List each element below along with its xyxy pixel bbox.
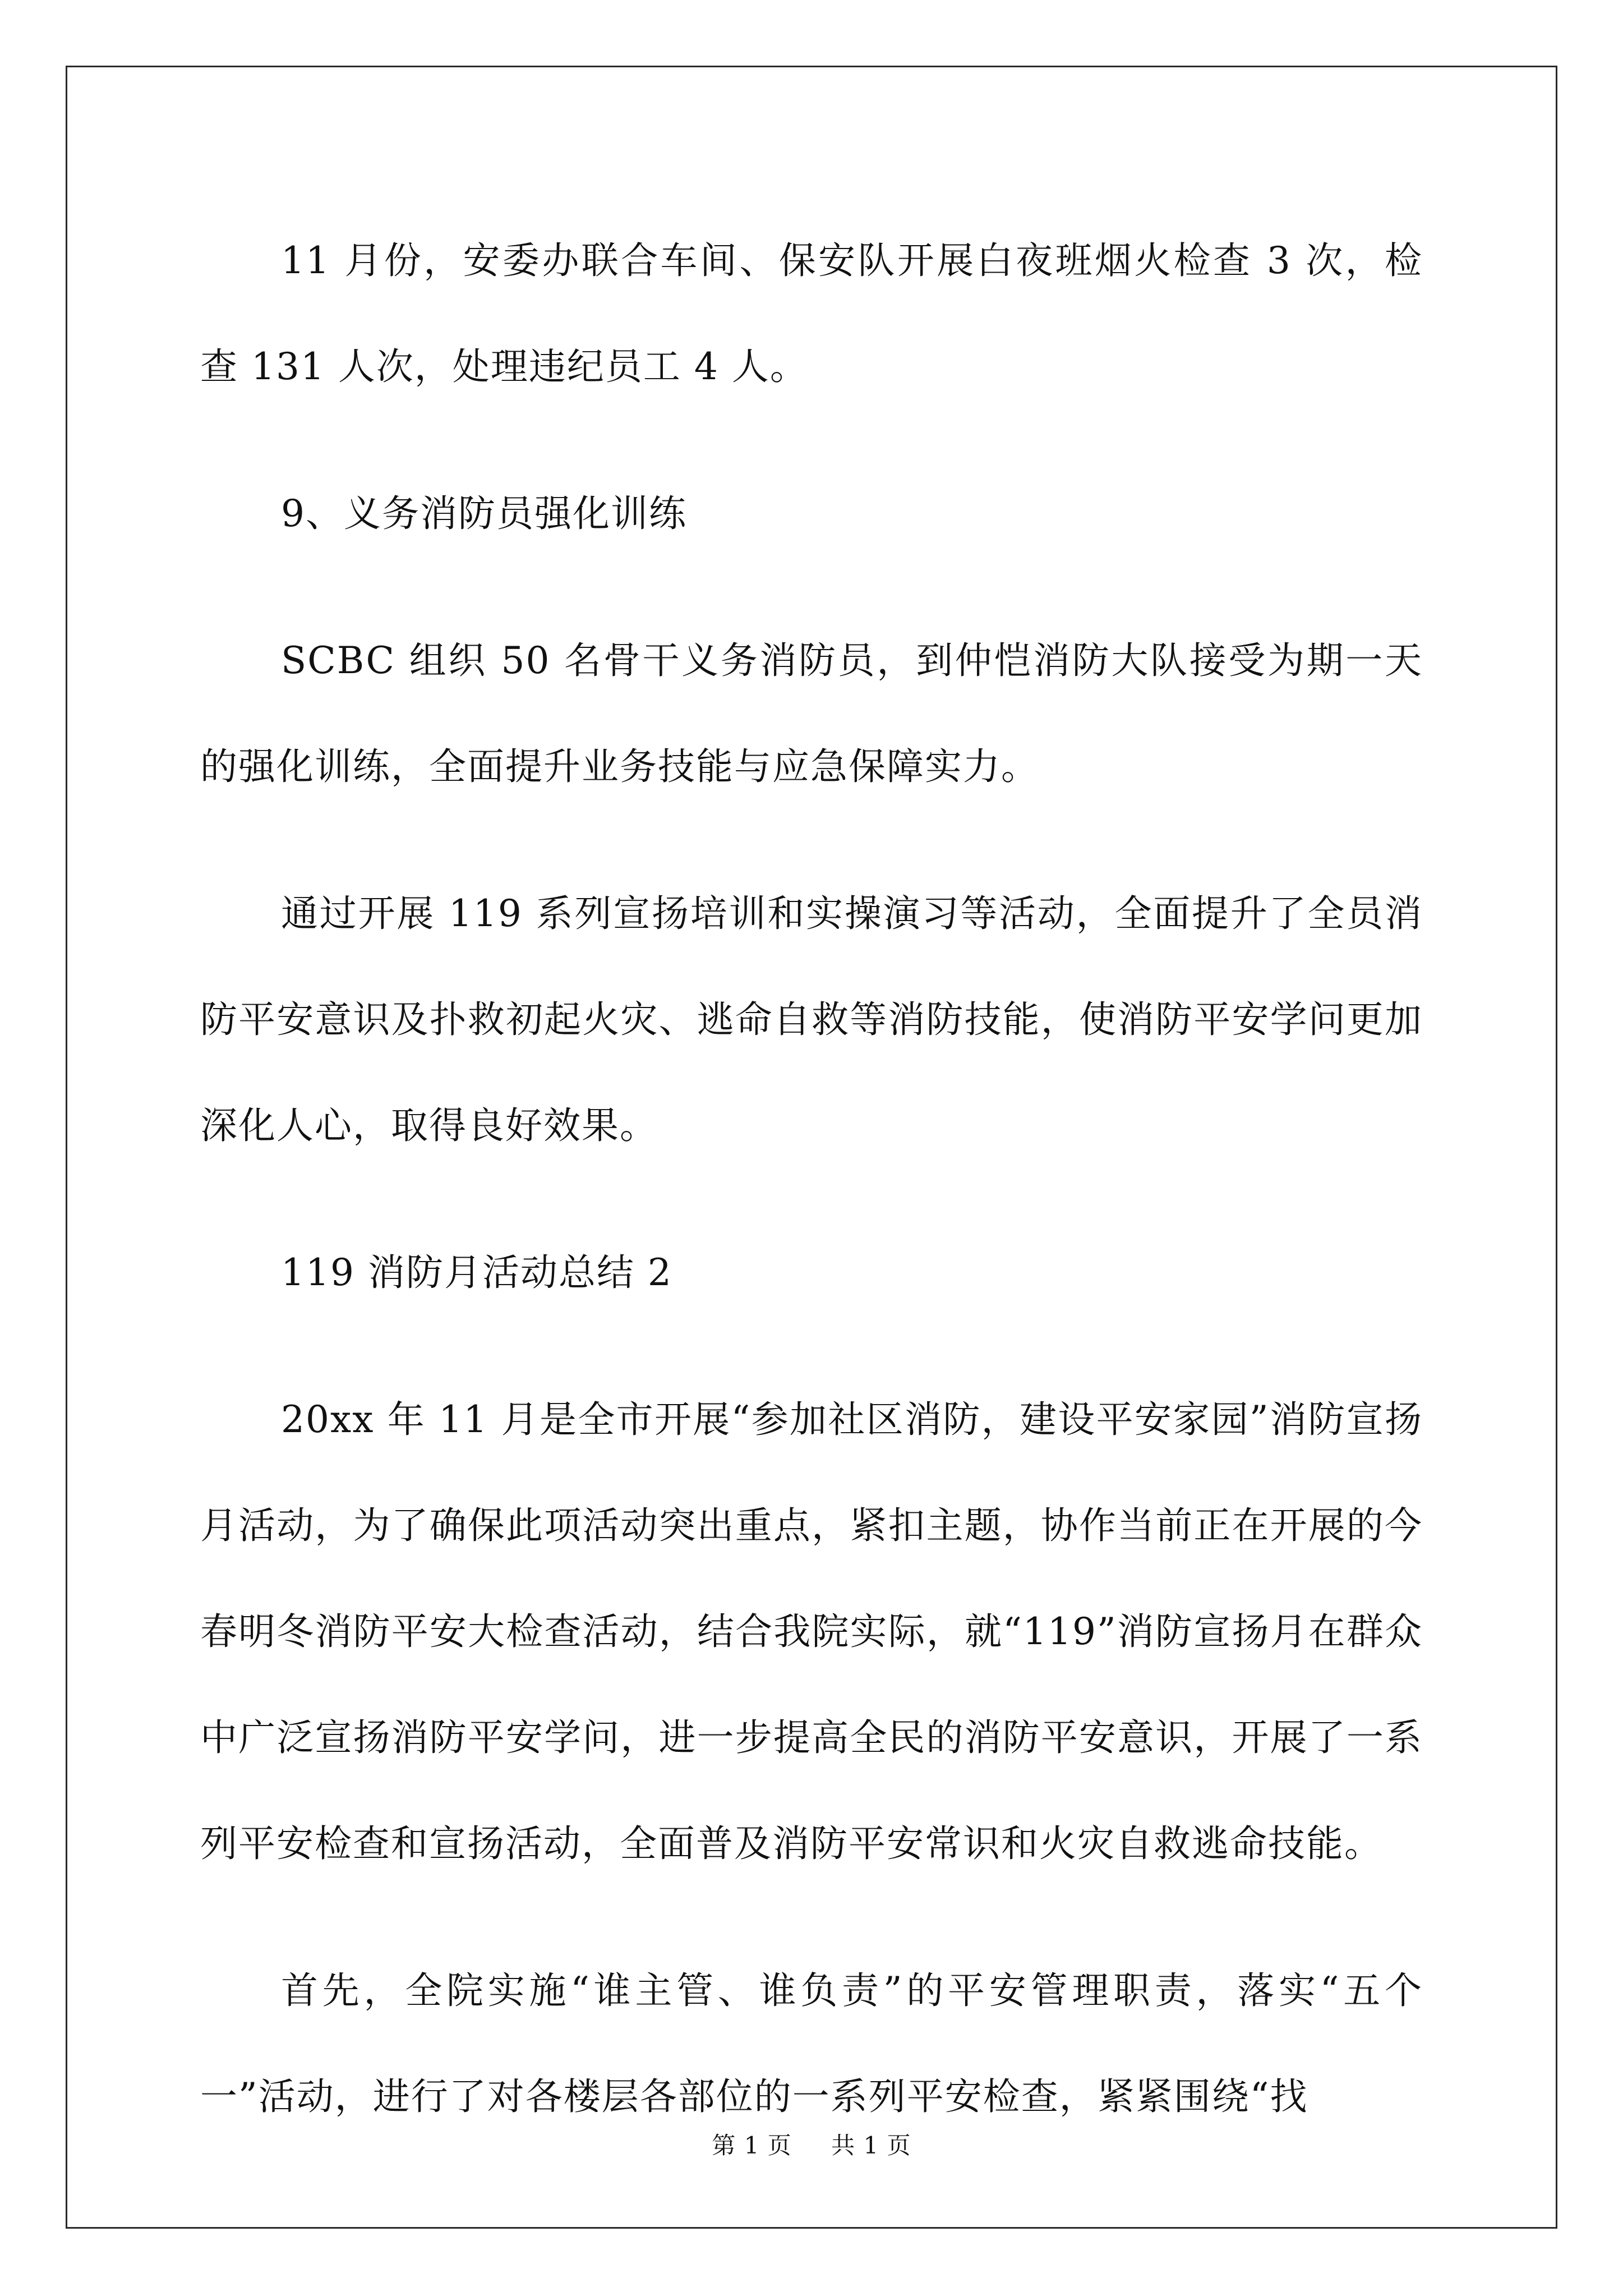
page-number-total: 共 1 页 bbox=[831, 2132, 911, 2159]
paragraph: 20xx 年 11 月是全市开展“参加社区消防，建设平安家园”消防宣扬月活动，为了确保此项活动突出重点，紧扣主题，协作当前正在开展的今春明冬消防平安大检查活动，结合我院实际，就“119”消防宣扬月在群众中广泛宣扬消防平安学问，进一步提高全民的消防平安意识，开展了一系列平安检查和宣扬活动，全面普及消防平安常识和火灾自救逃命技能。 bbox=[200, 1398, 1423, 1865]
page-number-current: 第 1 页 bbox=[712, 2132, 792, 2159]
paragraph: 11 月份，安委办联合车间、保安队开展白夜班烟火检查 3 次，检查 131 人次，处理违纪员工 4 人。 bbox=[200, 239, 1423, 388]
paragraph: 首先，全院实施“谁主管、谁负责”的平安管理职责，落实“五个一”活动，进行了对各楼层各部位的一系列平安检查，紧紧围绕“找 bbox=[200, 1969, 1423, 2118]
page-footer bbox=[0, 2129, 1623, 2162]
paragraph: SCBC 组织 50 名骨干义务消防员，到仲恺消防大队接受为期一天的强化训练，全面提升业务技能与应急保障实力。 bbox=[200, 639, 1423, 788]
section-heading: 9、义务消防员强化训练 bbox=[281, 492, 687, 535]
document-body bbox=[200, 208, 1423, 2191]
section-heading: 119 消防月活动总结 2 bbox=[281, 1251, 672, 1294]
paragraph: 通过开展 119 系列宣扬培训和实操演习等活动，全面提升了全员消防平安意识及扑救初起火灾、逃命自救等消防技能，使消防平安学问更加深化人心，取得良好效果。 bbox=[200, 892, 1423, 1147]
